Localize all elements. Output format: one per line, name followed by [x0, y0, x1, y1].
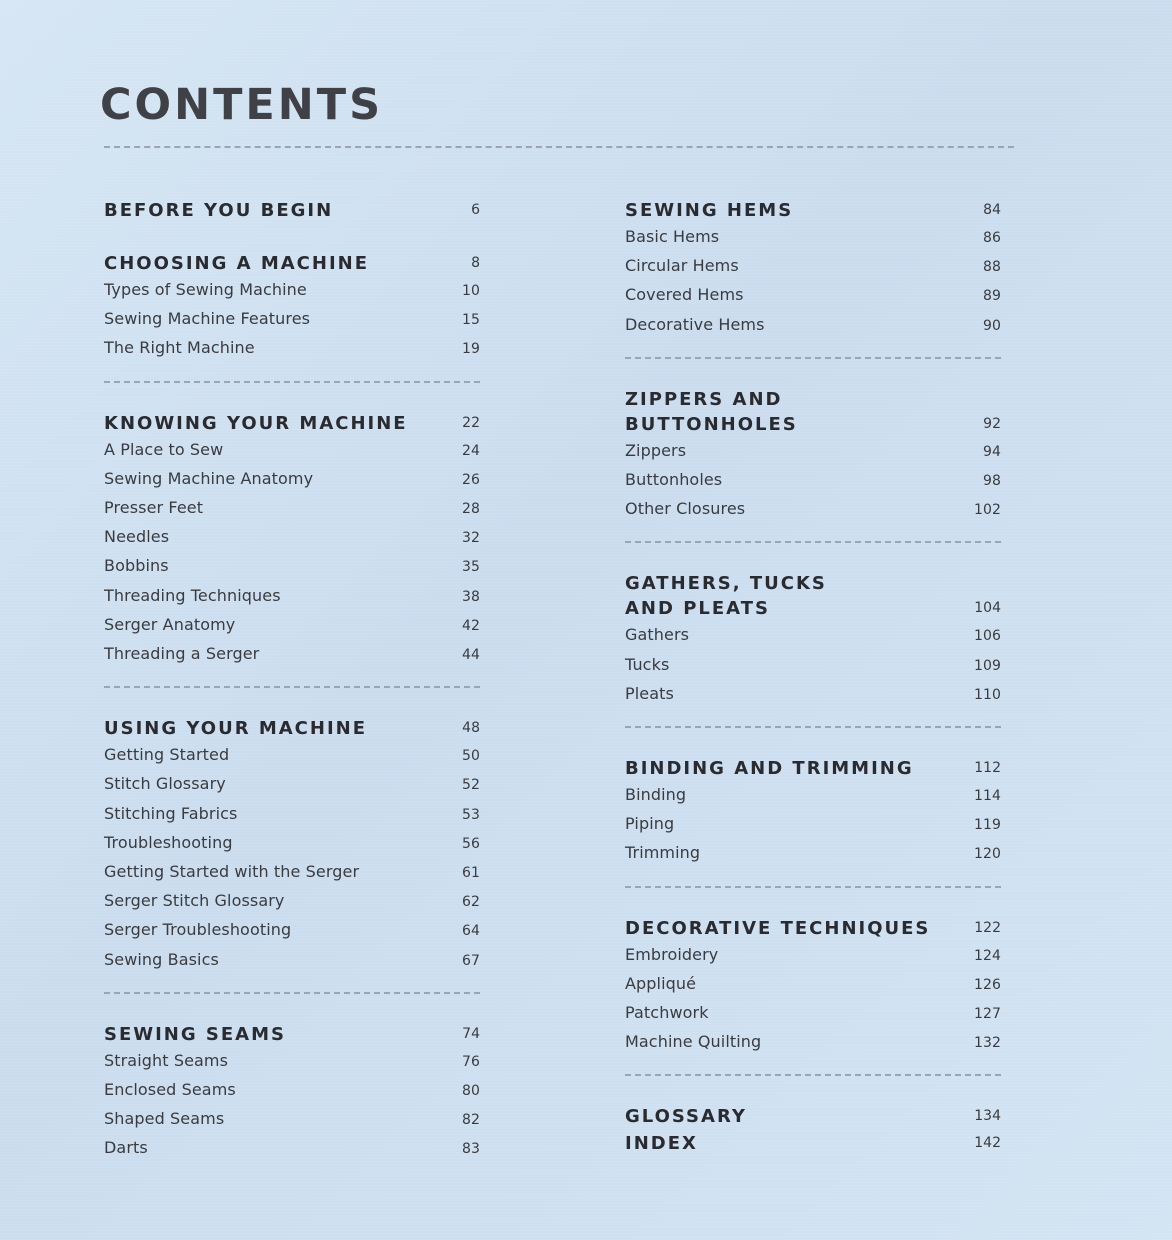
- toc-entry-page: 86: [982, 230, 1001, 246]
- toc-section: [625, 198, 1001, 340]
- section-heading-label: SEWING HEMS: [625, 200, 794, 221]
- section-divider: [104, 381, 480, 383]
- toc-entry-label: A Place to Sew: [104, 439, 224, 459]
- toc-section: [104, 1022, 480, 1164]
- section-divider: [104, 686, 480, 688]
- section-heading-page: 112: [974, 760, 1001, 777]
- section-heading[interactable]: [625, 756, 1001, 781]
- toc-entry[interactable]: [104, 334, 480, 363]
- toc-entry[interactable]: [625, 781, 1001, 810]
- toc-entry-page: 109: [973, 657, 1001, 674]
- section-heading-label: SEWING SEAMS: [104, 1023, 286, 1045]
- toc-entry-page: 35: [461, 559, 480, 576]
- toc-entry-label: Getting Started: [104, 745, 230, 765]
- toc-right-column: [625, 198, 1001, 1156]
- toc-entry[interactable]: [104, 916, 480, 945]
- toc-entry[interactable]: [104, 770, 480, 799]
- toc-entry-label: Sewing Basics: [104, 949, 219, 969]
- toc-entry[interactable]: [104, 611, 480, 640]
- toc-entry-page: 15: [461, 312, 480, 329]
- toc-entry[interactable]: [625, 999, 1001, 1028]
- toc-entry-label: Pleats: [625, 683, 674, 703]
- section-heading-label: DECORATIVE TECHNIQUES: [625, 917, 931, 939]
- toc-entry-page: 106: [973, 628, 1001, 645]
- toc-entry-label: Buttonholes: [625, 470, 723, 490]
- toc-entry-page: 114: [973, 788, 1001, 805]
- toc-entry-page: 89: [982, 288, 1001, 305]
- toc-entry[interactable]: [104, 436, 480, 465]
- title-divider: [104, 146, 1014, 148]
- toc-entry-page: 76: [461, 1053, 480, 1070]
- toc-entry-page: 119: [973, 817, 1001, 834]
- toc-entry[interactable]: [104, 887, 480, 916]
- toc-entry-label: Embroidery: [625, 944, 719, 964]
- toc-entry-label: Threading a Serger: [104, 644, 260, 664]
- toc-entry-label: Sewing Machine Features: [104, 309, 311, 329]
- page-title: CONTENTS: [100, 80, 384, 130]
- section-heading-page: 48: [462, 720, 480, 737]
- section-heading-page: 22: [462, 414, 480, 431]
- section-heading-label: BEFORE YOU BEGIN: [104, 200, 334, 221]
- section-heading-page: 74: [462, 1025, 480, 1042]
- section-divider: [625, 1074, 1001, 1076]
- section-spacer: [104, 223, 480, 251]
- toc-entry-label: Needles: [104, 527, 170, 547]
- toc-entry-page: 126: [973, 976, 1001, 993]
- toc-entry-page: 94: [982, 443, 1001, 460]
- toc-entry-label: Troubleshooting: [104, 832, 233, 852]
- toc-entry-label: Zippers: [625, 440, 687, 460]
- toc-entry[interactable]: [104, 1134, 480, 1163]
- toc-entry[interactable]: [104, 494, 480, 523]
- section-heading[interactable]: [625, 1104, 1001, 1129]
- toc-entry-page: 127: [973, 1006, 1001, 1023]
- section-heading-label: GLOSSARY: [625, 1106, 747, 1128]
- toc-entry-page: 10: [461, 283, 480, 299]
- toc-entry[interactable]: [104, 1076, 480, 1105]
- toc-entry-label: Other Closures: [625, 499, 746, 519]
- section-heading-page: 104: [974, 600, 1001, 617]
- toc-entry-label: Enclosed Seams: [104, 1080, 236, 1100]
- toc-section: [625, 756, 1001, 869]
- toc-entry-label: Threading Techniques: [104, 585, 281, 605]
- toc-entry[interactable]: [104, 523, 480, 552]
- section-heading-page: 6: [471, 202, 480, 218]
- toc-entry-page: 67: [461, 952, 480, 969]
- toc-entry-label: Types of Sewing Machine: [104, 280, 307, 299]
- toc-entry[interactable]: [625, 1028, 1001, 1057]
- toc-entry-page: 83: [461, 1141, 480, 1158]
- toc-entry-page: 42: [461, 617, 480, 634]
- toc-entry[interactable]: [104, 465, 480, 494]
- section-divider: [104, 992, 480, 994]
- toc-entry-page: 88: [982, 259, 1001, 276]
- toc-entry-label: Serger Stitch Glossary: [104, 891, 285, 911]
- section-heading-page: 8: [471, 255, 480, 271]
- toc-entry-label: Decorative Hems: [625, 314, 765, 334]
- toc-entry-page: 50: [461, 748, 480, 765]
- toc-entry[interactable]: [625, 495, 1001, 524]
- toc-section: [104, 716, 480, 975]
- section-heading-label: ZIPPERS AND BUTTONHOLES: [625, 388, 798, 435]
- section-heading[interactable]: [104, 716, 480, 741]
- toc-entry-page: 110: [973, 686, 1001, 703]
- toc-entry-page: 64: [461, 923, 480, 940]
- toc-section: [625, 1104, 1001, 1129]
- toc-entry-label: Serger Anatomy: [104, 614, 236, 634]
- toc-entry-page: 132: [973, 1035, 1001, 1052]
- section-heading-label: GATHERS, TUCKS AND PLEATS: [625, 573, 827, 620]
- toc-section: [625, 571, 1001, 709]
- toc-entry-page: 52: [461, 777, 480, 794]
- toc-entry[interactable]: [104, 640, 480, 669]
- section-heading[interactable]: [625, 387, 1001, 437]
- toc-entry-label: Bobbins: [104, 556, 169, 576]
- toc-section: [104, 198, 480, 223]
- toc-entry-label: Presser Feet: [104, 498, 204, 518]
- section-heading-page: 122: [974, 919, 1001, 936]
- toc-entry-label: Binding: [625, 785, 687, 805]
- toc-entry[interactable]: [625, 651, 1001, 680]
- toc-entry[interactable]: [104, 829, 480, 858]
- toc-entry-label: Stitching Fabrics: [104, 803, 238, 823]
- section-heading-label: USING YOUR MACHINE: [104, 718, 367, 740]
- section-heading[interactable]: [625, 198, 1001, 223]
- toc-entry[interactable]: [625, 621, 1001, 650]
- toc-entry-page: 53: [461, 806, 480, 823]
- toc-entry-label: Machine Quilting: [625, 1032, 762, 1052]
- section-divider: [625, 357, 1001, 359]
- toc-entry[interactable]: [104, 552, 480, 581]
- toc-entry[interactable]: [625, 437, 1001, 466]
- toc-entry-page: 98: [982, 473, 1001, 490]
- toc-entry-label: Covered Hems: [625, 285, 744, 305]
- toc-entry-page: 102: [973, 502, 1001, 519]
- toc-section: [625, 1131, 1001, 1156]
- section-heading[interactable]: [104, 1022, 480, 1047]
- toc-entry-label: Appliqué: [625, 973, 697, 993]
- toc-entry-label: Shaped Seams: [104, 1109, 225, 1129]
- toc-entry-page: 19: [461, 341, 480, 358]
- section-divider: [625, 541, 1001, 543]
- toc-entry-label: Trimming: [625, 843, 701, 863]
- section-heading-page: 134: [974, 1108, 1001, 1125]
- toc-entry-label: Sewing Machine Anatomy: [104, 468, 314, 488]
- toc-entry-page: 32: [461, 530, 480, 547]
- section-heading-page: 84: [983, 202, 1001, 218]
- toc-entry-label: Straight Seams: [104, 1050, 229, 1070]
- toc-entry[interactable]: [104, 582, 480, 611]
- section-heading-label: KNOWING YOUR MACHINE: [104, 412, 408, 434]
- toc-entry-page: 62: [461, 894, 480, 911]
- section-heading[interactable]: [104, 198, 480, 223]
- toc-entry-page: 26: [461, 471, 480, 488]
- toc-entry-page: 38: [461, 588, 480, 605]
- toc-section: [625, 916, 1001, 1058]
- toc-entry-page: 61: [461, 865, 480, 882]
- toc-entry[interactable]: [625, 970, 1001, 999]
- toc-entry[interactable]: [625, 941, 1001, 970]
- toc-section: [104, 251, 480, 364]
- toc-entry-page: 24: [461, 442, 480, 459]
- toc-entry[interactable]: [625, 466, 1001, 495]
- section-divider: [625, 886, 1001, 888]
- toc-entry-label: Serger Troubleshooting: [104, 920, 292, 940]
- toc-entry-label: Piping: [625, 814, 675, 834]
- toc-entry[interactable]: [104, 741, 480, 770]
- section-heading-page: 92: [983, 415, 1001, 432]
- toc-entry[interactable]: [625, 252, 1001, 281]
- section-heading[interactable]: [625, 1131, 1001, 1156]
- toc-entry[interactable]: [625, 839, 1001, 868]
- toc-entry-label: Stitch Glossary: [104, 774, 226, 794]
- toc-entry-label: Patchwork: [625, 1003, 709, 1023]
- toc-section: [625, 387, 1001, 525]
- section-heading-label: INDEX: [625, 1133, 698, 1155]
- toc-section: [104, 411, 480, 670]
- toc-entry-page: 44: [461, 647, 480, 664]
- section-heading-page: 142: [974, 1135, 1001, 1152]
- toc-entry[interactable]: [625, 311, 1001, 340]
- toc-left-column: [104, 198, 480, 1164]
- section-heading[interactable]: [104, 411, 480, 436]
- toc-entry[interactable]: [104, 305, 480, 334]
- toc-entry-page: 80: [461, 1083, 480, 1100]
- toc-entry[interactable]: [625, 810, 1001, 839]
- section-heading[interactable]: [625, 571, 1001, 621]
- toc-entry[interactable]: [625, 680, 1001, 709]
- section-heading-label: CHOOSING A MACHINE: [104, 253, 370, 274]
- toc-entry[interactable]: [104, 946, 480, 975]
- toc-entry-label: Circular Hems: [625, 256, 739, 276]
- toc-entry[interactable]: [104, 1047, 480, 1076]
- toc-entry-label: Gathers: [625, 625, 690, 645]
- toc-entry-label: Darts: [104, 1138, 148, 1158]
- toc-entry[interactable]: [104, 858, 480, 887]
- toc-entry-label: Getting Started with the Serger: [104, 862, 360, 882]
- toc-entry-page: 28: [461, 501, 480, 518]
- toc-entry[interactable]: [625, 223, 1001, 252]
- toc-entry[interactable]: [104, 1105, 480, 1134]
- toc-entry[interactable]: [104, 276, 480, 305]
- section-heading[interactable]: [625, 916, 1001, 941]
- section-divider: [625, 726, 1001, 728]
- toc-entry-label: The Right Machine: [104, 338, 255, 358]
- toc-entry-page: 90: [982, 317, 1001, 334]
- section-heading-label: BINDING AND TRIMMING: [625, 758, 914, 780]
- toc-entry-page: 124: [973, 947, 1001, 964]
- toc-entry[interactable]: [625, 281, 1001, 310]
- section-heading[interactable]: [104, 251, 480, 276]
- toc-entry-label: Tucks: [625, 654, 670, 674]
- toc-entry-page: 120: [973, 846, 1001, 863]
- toc-entry[interactable]: [104, 800, 480, 829]
- toc-entry-page: 56: [461, 835, 480, 852]
- toc-entry-page: 82: [461, 1112, 480, 1129]
- toc-entry-label: Basic Hems: [625, 227, 720, 246]
